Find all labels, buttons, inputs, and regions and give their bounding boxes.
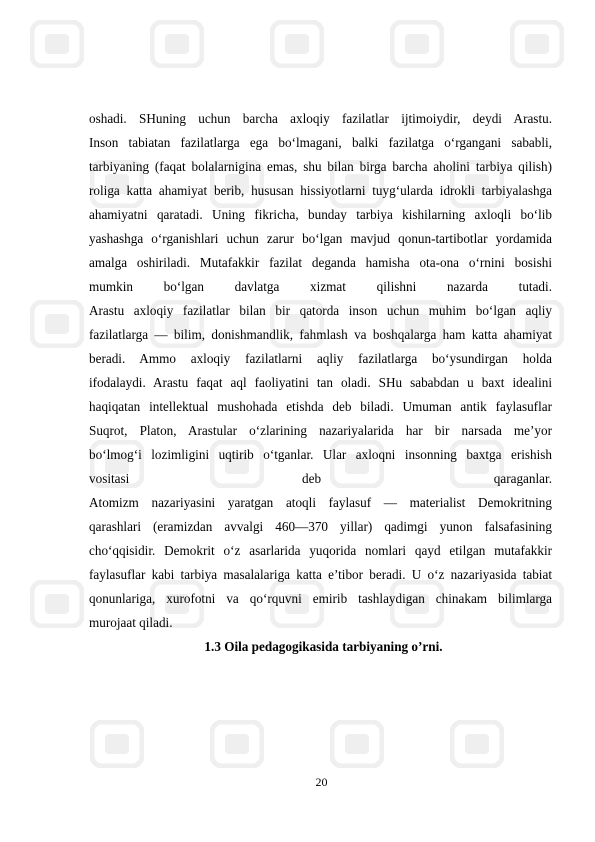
text-line: fazilatlarga — bilim, donishmandlik, fahmlash va boshqalarga ham katta ahamiyat [89, 327, 552, 342]
text-line: yashashga o‘rganishlari uchun zarur bo‘lgan mavjud qonun-tartibotlar yordamida [89, 231, 552, 246]
watermark-logo-icon [30, 580, 84, 628]
text-line: amalga oshiriladi. Mutafakkir fazilat deganda hamisha ota-ona o‘rnini bosishi [89, 255, 552, 270]
text-line: cho‘qqisidir. Demokrit o‘z asarlarida yuqorida nomlari qayd etilgan mutafakkir [89, 543, 552, 558]
text-line: tarbiyaning (faqat bolalarnigina emas, shu bilan birga barcha aholini tarbiya qilish) [89, 159, 552, 174]
section-heading: 1.3 Oila pedagogikasida tarbiyaning o’rni. [204, 639, 443, 654]
body-text [89, 107, 552, 659]
text-line: Suqrot, Platon, Arastular o‘zlarining nazariyalarida har bir narsada me’yor [89, 423, 552, 438]
watermark-logo-icon [210, 720, 264, 768]
text-line: haqiqatan intellektual mushohada etishda deb biladi. Umuman antik faylasuflar [89, 399, 552, 414]
watermark-logo-icon [30, 300, 84, 348]
watermark-logo-icon [390, 20, 444, 68]
watermark-logo-icon [30, 20, 84, 68]
text-line: faylasuflar kabi tarbiya masalalariga katta e’tibor beradi. U o‘z nazariyasida tabiat [89, 567, 552, 582]
text-line: Arastu axloqiy fazilatlar bilan bir qatorda inson uchun muhim bo‘lgan aqliy [89, 303, 552, 318]
text-line: qonunlariga, xurofotni va qo‘rquvni emirib tashlaydigan chinakam bilimlarga [89, 591, 552, 606]
text-line: oshadi. SHuning uchun barcha axloqiy fazilatlar ijtimoiydir, deydi Arastu. [89, 111, 552, 126]
text-line: Inson tabiatan fazilatlarga ega bo‘lmagani, balki fazilatga o‘rgangani sababli, [89, 135, 552, 150]
text-line: beradi. Ammo axloqiy fazilatlarni aqliy fazilatlarga bo‘ysundirgan holda [89, 351, 552, 366]
watermark-logo-icon [150, 20, 204, 68]
text-line: murojaat qiladi. [89, 615, 173, 630]
text-line: ahamiyatni qaratadi. Uning fikricha, bunday tarbiya kishilarning axloqli bo‘lib [89, 207, 552, 222]
text-line: ifodalaydi. Arastu faqat aql faoliyatini tan oladi. SHu sababdan u baxt idealini [89, 375, 552, 390]
text-line: mumkin bo‘lgan davlatga xizmat qilishni nazarda tutadi. [89, 279, 552, 294]
watermark-logo-icon [330, 720, 384, 768]
watermark-logo-icon [270, 20, 324, 68]
text-line: Atomizm nazariyasini yaratgan atoqli faylasuf — materialist Demokritning [89, 495, 552, 510]
watermark-logo-icon [450, 720, 504, 768]
text-line: bo‘lmog‘i lozimligini uqtirib o‘tganlar. Ular axloqni insonning baxtga erishish [89, 447, 552, 462]
watermark-logo-icon [510, 20, 564, 68]
text-line: vositasi deb qaraganlar. [89, 471, 552, 486]
text-line: roliga katta ahamiyat berib, hususan hissiyotlarni tuyg‘ularda idrokli tarbiyalashga [89, 183, 552, 198]
watermark-logo-icon [90, 720, 144, 768]
text-line: qarashlari (eramizdan avvalgi 460—370 yillar) qadimgi yunon falsafasining [89, 519, 552, 534]
page-number: 20 [315, 775, 328, 789]
